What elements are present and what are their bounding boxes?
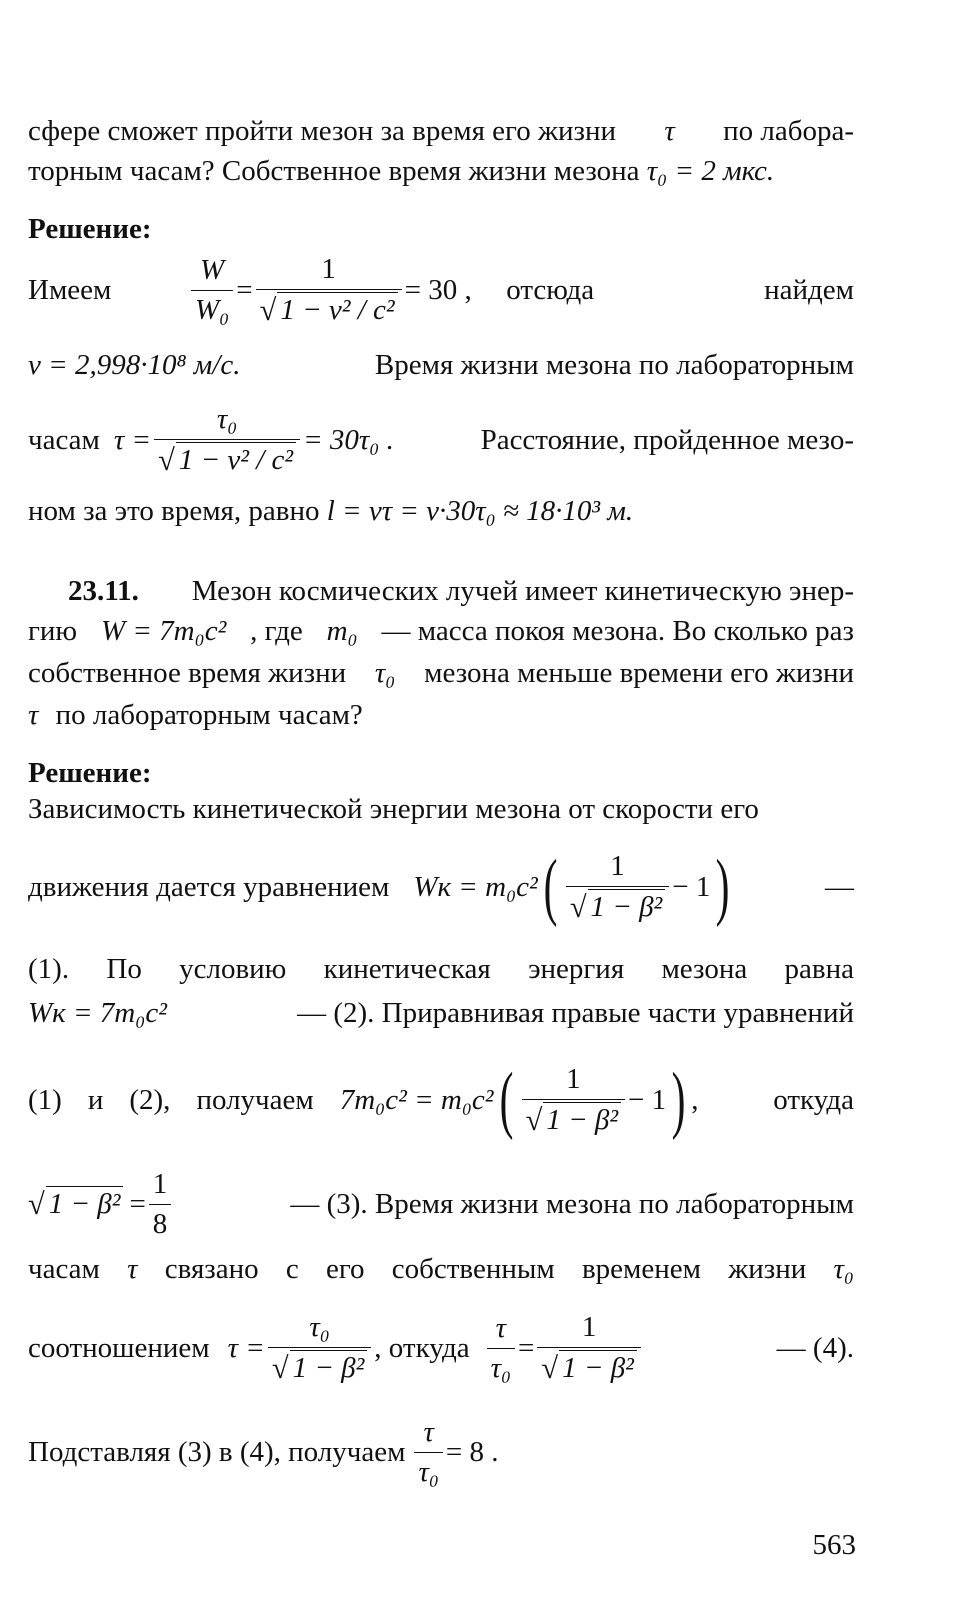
solution-heading-2: Решение: <box>28 757 152 789</box>
tau0-symbol: τ₀ <box>374 657 396 689</box>
cond-word-2: По <box>106 953 142 985</box>
tau0-value: τ₀ = 2 мкс. <box>646 155 775 187</box>
get-word-3: (2), <box>129 1083 171 1116</box>
ratio2-fraction <box>487 1311 515 1386</box>
gamma-den: 1 − v² / c² <box>277 292 397 329</box>
rel-tau0: τ₀ <box>833 1253 854 1285</box>
tau-rhs: = 30τ₀ . <box>303 423 394 456</box>
rel-word-7: жизни <box>728 1253 807 1285</box>
ratio-tau: τ = <box>227 1331 265 1364</box>
ratio-ref: — (4). <box>776 1331 854 1364</box>
rel-word-6: временем <box>581 1253 701 1285</box>
intro-text-c: торным часам? Собственное время жизни мезона <box>28 155 640 187</box>
cond-word-7: равна <box>784 953 854 985</box>
eqA-den: 1 − β² <box>588 889 666 926</box>
rel-word-5: собственным <box>391 1253 555 1285</box>
equation-3-line: √ 1 − β² = $\frac{1}{8}$ — (3). Время жизни мезона по лабораторным <box>28 1167 854 1240</box>
distance-line <box>28 494 854 529</box>
eq3-den: 8 <box>149 1204 172 1242</box>
cond-word-1: (1). <box>28 953 70 985</box>
final-fraction <box>414 1415 442 1490</box>
velocity-value: v = 2,998·10⁸ м/с. <box>28 349 241 381</box>
eq3-fraction <box>149 1167 172 1242</box>
eqB-tail: , <box>691 1083 699 1116</box>
eq3-rest: — (3). Время жизни мезона по лабораторным <box>290 1187 854 1220</box>
solution-heading-1: Решение: <box>28 213 152 245</box>
ratio-text: соотношением <box>28 1331 210 1364</box>
rel-word-3: с <box>285 1253 299 1285</box>
hence-text: отсюда <box>506 273 595 306</box>
rel-word-1: часам <box>28 1253 100 1285</box>
text-line-1 <box>28 114 854 149</box>
tau-symbol: τ <box>664 115 675 147</box>
tau-num: τ₀ <box>216 402 238 435</box>
ratio2-eq: = <box>518 1331 535 1364</box>
eqA-minus: − 1 <box>672 870 711 903</box>
get-word-5: откуда <box>773 1083 854 1116</box>
ratio-num: τ₀ <box>309 1310 330 1343</box>
problem-line-1 <box>68 574 854 609</box>
cond-word-3: условию <box>179 953 287 985</box>
intro-text-a: сфере сможет пройти мезон за время его жизни <box>28 115 617 147</box>
cond-word-5: энергия <box>528 953 625 985</box>
have-text: Имеем <box>28 273 112 306</box>
tau-equation-line: часам τ = τ₀ √ 1 − v² / c² = 30τ₀ . Расстояние, пройденное мезо- <box>28 402 854 477</box>
equation-gamma: Имеем $\frac{W}{\text{W₀}}$ = 1 √ 1 − v² / c² = 30 , отсюда найдем <box>28 252 854 327</box>
relation-line <box>28 1252 854 1287</box>
eqB-fraction: 1 √ 1 − β² <box>522 1062 625 1139</box>
eqB-lhs: 7m₀c² = m₀c² <box>339 1083 494 1116</box>
w-ratio <box>191 253 233 328</box>
ratio-line <box>28 1300 854 1396</box>
eqB-num: 1 <box>566 1062 581 1095</box>
final-den: τ₀ <box>414 1452 442 1490</box>
ratio3-fraction: 1 √ 1 − β² <box>537 1310 640 1387</box>
ratio3-num: 1 <box>581 1310 597 1343</box>
get-word-1: (1) <box>28 1083 62 1116</box>
eq3-num: 1 <box>152 1167 168 1200</box>
problem-text-1: Мезон космических лучей имеет кинетическую энер- <box>191 575 854 607</box>
cond-word-6: мезона <box>661 953 748 985</box>
intro-text-b: по лабора- <box>723 115 854 147</box>
final-line <box>28 1412 854 1492</box>
kinetic-energy-equation: движения дается уравнением Wк = m₀c² ( 1 √ 1 − β² − 1 ) — <box>28 845 854 929</box>
eq2: Wк = 7m₀c² <box>28 997 167 1029</box>
eqA-dash: — <box>825 870 854 903</box>
eqA-num: 1 <box>610 849 625 882</box>
page-number: 563 <box>812 1529 856 1561</box>
eqA-lhs: Wк = m₀c² <box>413 870 538 903</box>
clock-text: часам <box>28 423 100 456</box>
problem-text-2b: , где <box>250 615 303 647</box>
problem-text-3a: собственное время жизни <box>28 657 347 689</box>
distance-equation: l = vτ = v·30τ₀ ≈ 18·10³ м. <box>326 495 634 527</box>
rel-word-4: его <box>325 1253 365 1285</box>
eq2-rest: — (2). Приравнивая правые части уравнений <box>297 997 854 1029</box>
dependence-line: Зависимость кинетической энергии мезона от скорости его <box>28 793 759 825</box>
velocity-line <box>28 348 854 383</box>
ratio-fraction: τ₀ √ 1 − β² <box>268 1310 371 1387</box>
tau-symbol-2: τ <box>28 699 39 731</box>
motion-text: движения дается уравнением <box>28 870 390 903</box>
ratio-den: 1 − β² <box>290 1350 368 1387</box>
problem-line-2 <box>28 614 854 649</box>
eqB-minus: − 1 <box>628 1083 667 1116</box>
w-ratio-num: W <box>200 253 225 286</box>
distance-prefix: ном за это время, равно <box>28 495 320 527</box>
equation-2-line <box>28 996 854 1031</box>
w-ratio-den: W₀ <box>191 290 233 328</box>
find-text: найдем <box>764 273 854 306</box>
problem-text-2c: — масса покоя мезона. Во сколько раз <box>381 615 854 647</box>
final-text: Подставляя (3) в (4), получаем <box>28 1435 406 1468</box>
problem-number: 23.11. <box>68 575 139 607</box>
rest-mass-symbol: m₀ <box>326 615 358 647</box>
problem-text-4: по лабораторным часам? <box>55 699 363 731</box>
ratio3-den: 1 − β² <box>559 1350 637 1387</box>
problem-text-3b: мезона меньше времени его жизни <box>424 657 854 689</box>
tau-fraction: τ₀ √ 1 − v² / c² <box>154 402 300 479</box>
final-rhs: = 8 . <box>445 1435 499 1468</box>
rel-word-2: связано <box>164 1253 259 1285</box>
get-word-2: и <box>87 1083 104 1116</box>
get-word-4: получаем <box>196 1083 314 1116</box>
energy-equation: W = 7m₀c² <box>100 615 227 647</box>
problem-line-4 <box>28 698 854 733</box>
gamma-num: 1 <box>321 252 336 285</box>
problem-line-3 <box>28 656 854 691</box>
problem-text-2a: гию <box>28 615 78 647</box>
ratio2-num: τ <box>495 1311 506 1344</box>
distance-text: Расстояние, пройденное мезо- <box>480 423 854 456</box>
eqB-den: 1 − β² <box>543 1102 621 1139</box>
gamma-rhs: = 30 , <box>404 273 472 306</box>
gamma-fraction: 1 √ 1 − v² / c² <box>256 252 402 329</box>
rel-tau: τ <box>127 1253 138 1285</box>
ratio2-den: τ₀ <box>487 1348 515 1386</box>
ratio-hence: , откуда <box>374 1331 470 1364</box>
sqrt-lhs: 1 − β² <box>46 1186 124 1223</box>
text-line-2 <box>28 154 854 189</box>
tau-den: 1 − v² / c² <box>176 442 296 479</box>
lifetime-text: Время жизни мезона по лабораторным <box>374 349 854 381</box>
cond-word-4: кинетическая <box>323 953 491 985</box>
final-num: τ <box>423 1415 434 1448</box>
eqA-fraction: 1 √ 1 − β² <box>566 849 669 926</box>
equating-line: (1) и (2), получаем 7m₀c² = m₀c² ( 1 √ 1 − β² − 1 ) , откуда <box>28 1058 854 1142</box>
condition-line <box>28 952 854 987</box>
